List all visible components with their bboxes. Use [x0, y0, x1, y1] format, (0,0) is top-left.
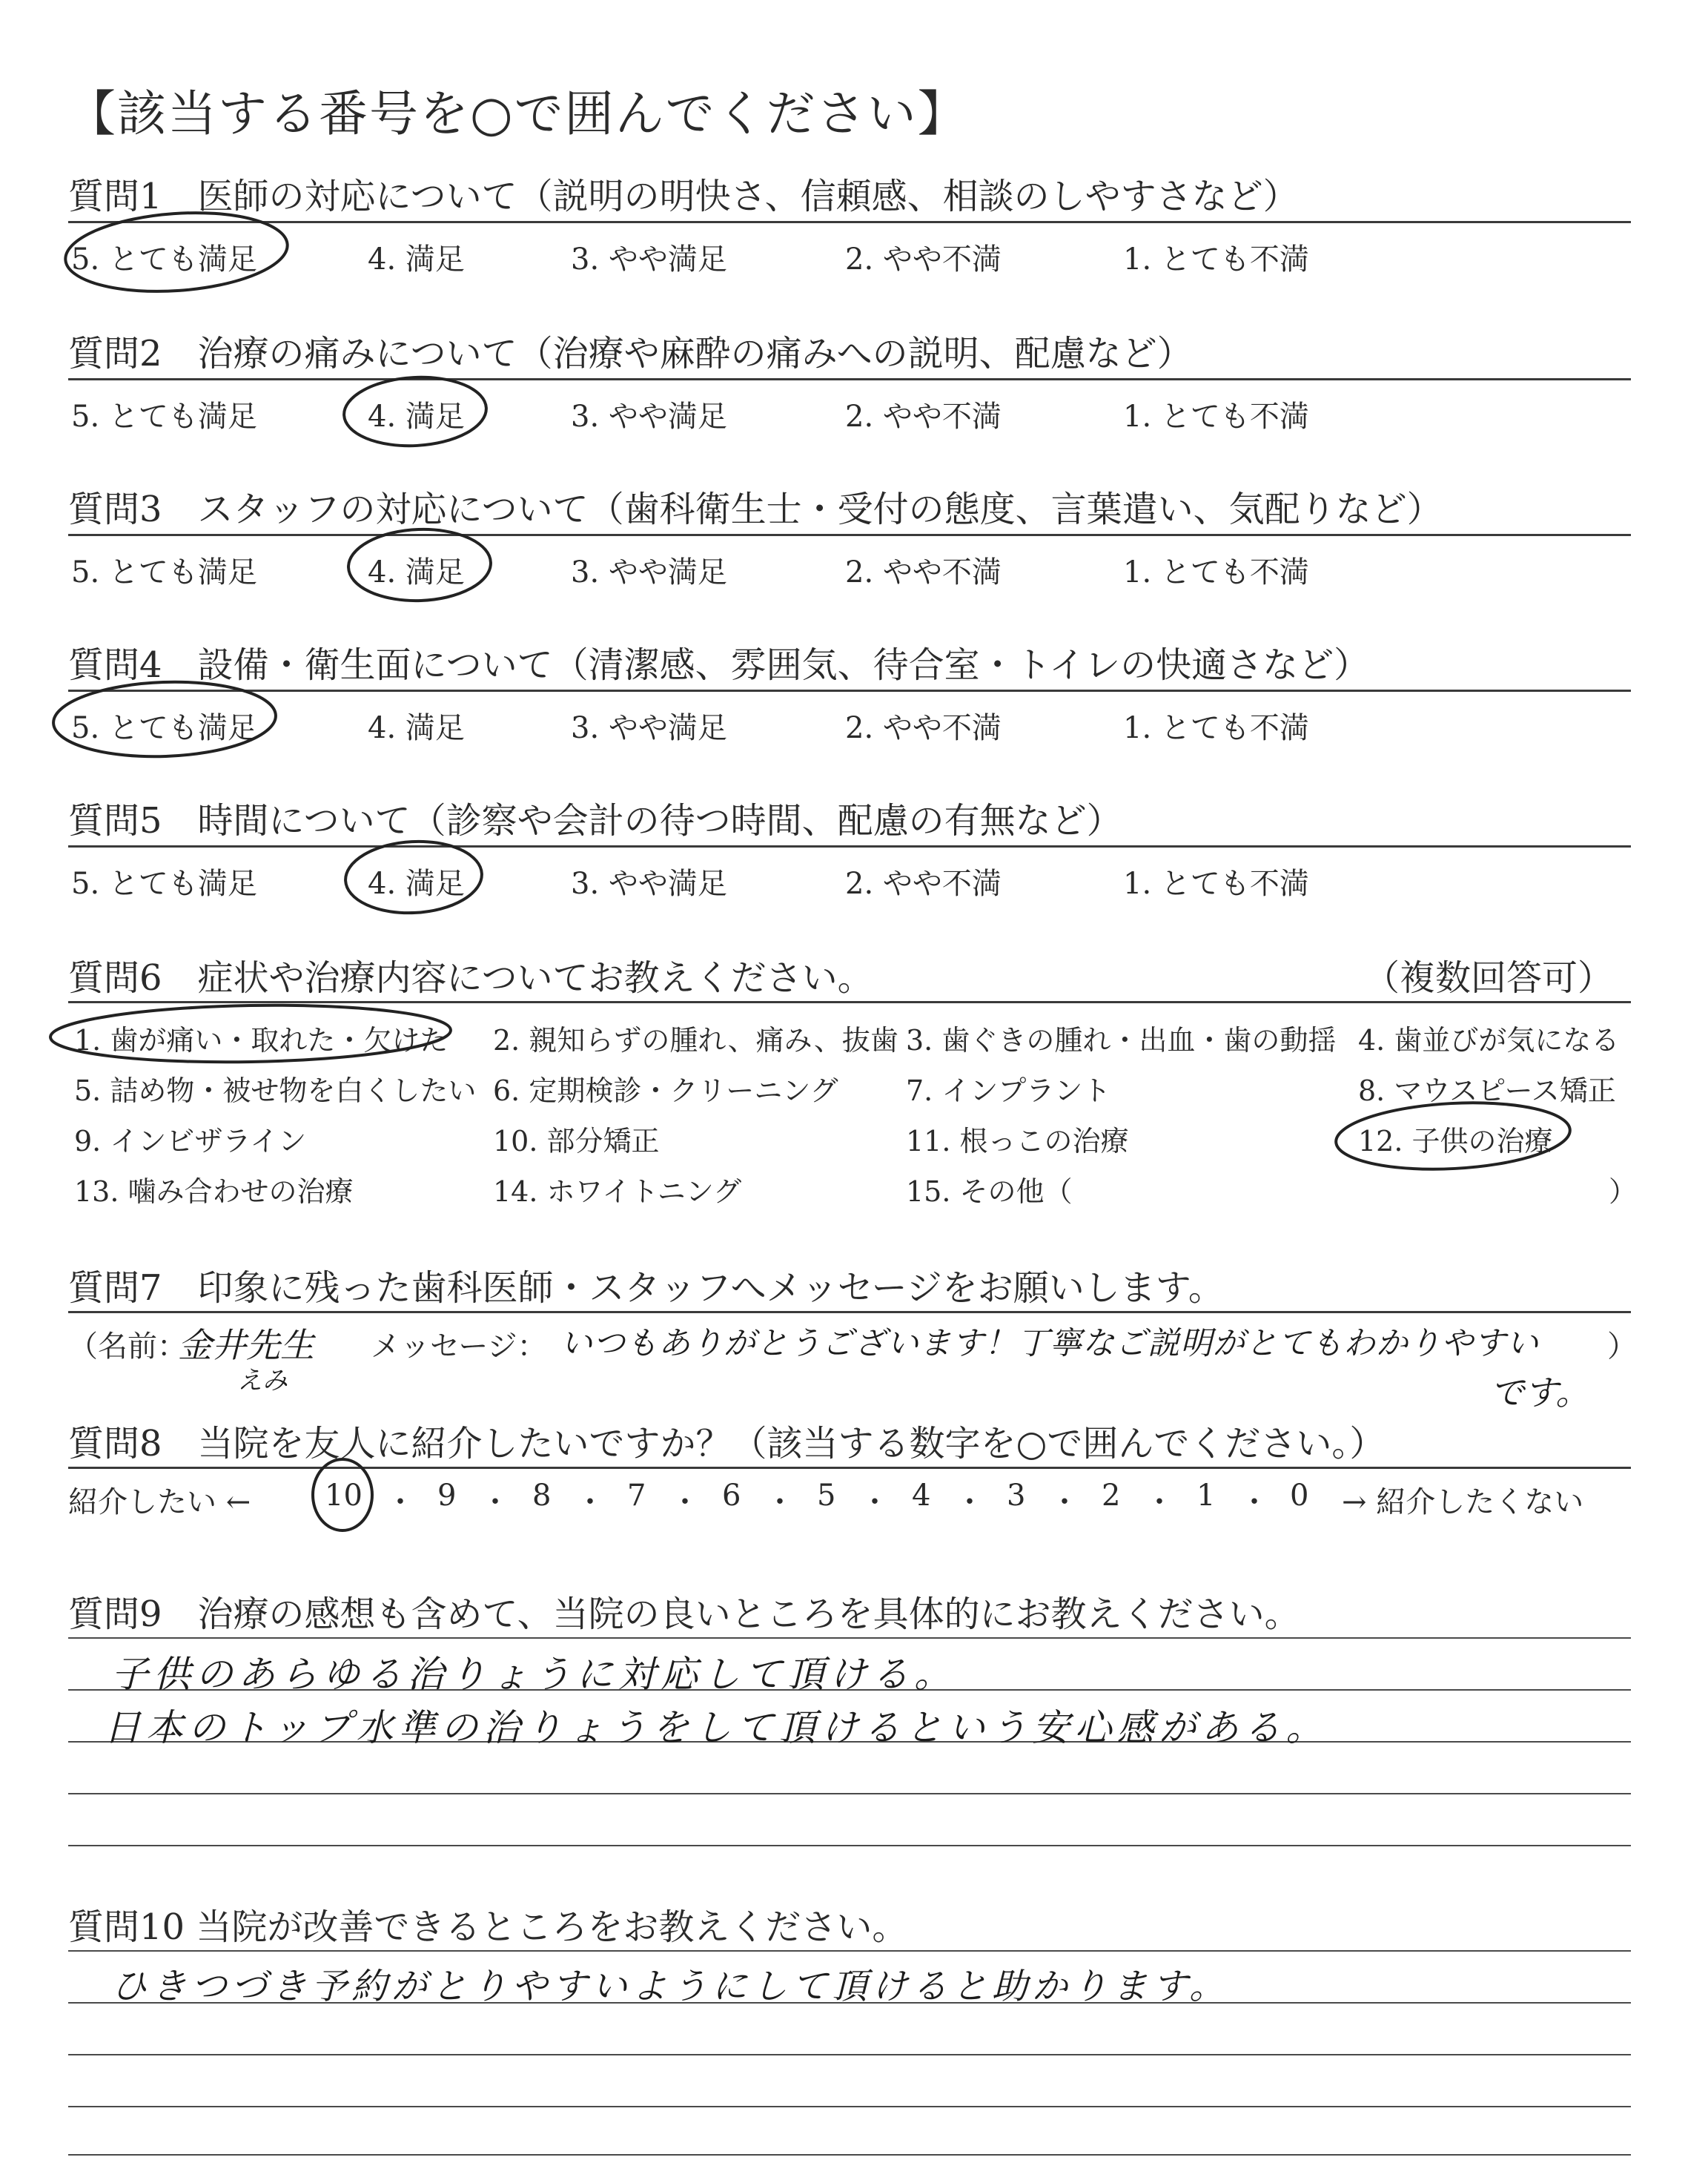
q2-option-4[interactable]: 4. 満足 [368, 400, 465, 434]
q8-dot: ・ [575, 1485, 605, 1519]
q8-heading: 質問8 当院を友人に紹介したいですか？（該当する数字を○で囲んでください。） [68, 1423, 1386, 1464]
q10-rule-1 [68, 1950, 1631, 1952]
q3-heading: 質問3 スタッフの対応について（歯科衛生士・受付の態度、言葉遣い、気配りなど） [68, 489, 1443, 530]
q9-heading: 質問9 治療の感想も含めて、当院の良いところを具体的にお教えください。 [68, 1593, 1300, 1635]
q8-dot: ・ [1145, 1485, 1174, 1519]
q8-score-5[interactable]: 5 [817, 1479, 836, 1513]
q7-name-sub[interactable]: えみ [237, 1366, 288, 1396]
q4-rule [68, 690, 1631, 692]
q1-option-2[interactable]: 2. やや不満 [845, 242, 1002, 277]
q5-option-5[interactable]: 5. とても満足 [71, 867, 257, 901]
q6-item-12[interactable]: 12. 子供の治療 [1358, 1125, 1553, 1157]
q5-rule [68, 845, 1631, 848]
q8-dot: ・ [385, 1485, 415, 1519]
q1-option-3[interactable]: 3. やや満足 [571, 242, 727, 277]
q1-heading: 質問1 医師の対応について（説明の明快さ、信頼感、相談のしやすさなど） [68, 176, 1299, 217]
q8-score-3[interactable]: 3 [1007, 1479, 1026, 1513]
q8-dot: ・ [955, 1485, 984, 1519]
q7-heading: 質問7 印象に残った歯科医師・スタッフへメッセージをお願いします。 [68, 1267, 1224, 1309]
q7-name-value[interactable]: 金井先生 [178, 1325, 314, 1365]
q7-message-line1[interactable]: いつもありがとうございます！丁寧なご説明がとてもわかりやすい [560, 1325, 1539, 1362]
q4-option-5[interactable]: 5. とても満足 [71, 711, 257, 745]
q4-option-1[interactable]: 1. とても不満 [1123, 711, 1309, 745]
q4-option-2[interactable]: 2. やや不満 [845, 711, 1002, 745]
q1-option-4[interactable]: 4. 満足 [368, 242, 465, 277]
q3-option-1[interactable]: 1. とても不満 [1123, 555, 1309, 589]
q8-left-label: 紹介したい ← [68, 1485, 251, 1519]
q7-close-paren: ） [1607, 1330, 1637, 1364]
q5-option-2[interactable]: 2. やや不満 [845, 867, 1002, 901]
q3-option-5[interactable]: 5. とても満足 [71, 555, 257, 589]
q10-heading: 質問10 当院が改善できるところをお教えください。 [68, 1906, 908, 1948]
q6-item-9[interactable]: 9. インビザライン [74, 1125, 307, 1157]
q8-score-0[interactable]: 0 [1290, 1479, 1309, 1513]
q6-item-3[interactable]: 3. 歯ぐきの腫れ・出血・歯の動揺 [906, 1024, 1337, 1057]
q1-rule [68, 221, 1631, 223]
q2-option-1[interactable]: 1. とても不満 [1123, 400, 1309, 434]
q8-dot: ・ [860, 1485, 890, 1519]
q8-dot: ・ [480, 1485, 510, 1519]
q6-item-14[interactable]: 14. ホワイトニング [493, 1175, 742, 1208]
q6-item-13[interactable]: 13. 噛み合わせの治療 [74, 1175, 354, 1208]
q1-option-5[interactable]: 5. とても満足 [71, 242, 257, 277]
q2-option-5[interactable]: 5. とても満足 [71, 400, 257, 434]
q8-dot: ・ [1050, 1485, 1079, 1519]
q8-dot: ・ [765, 1485, 795, 1519]
q6-item-7[interactable]: 7. インプラント [906, 1074, 1111, 1107]
q5-heading: 質問5 時間について（診察や会計の待つ時間、配慮の有無など） [68, 800, 1122, 842]
q2-option-3[interactable]: 3. やや満足 [571, 400, 727, 434]
q10-rule-4 [68, 2106, 1631, 2107]
q7-rule [68, 1311, 1631, 1313]
q8-score-4[interactable]: 4 [912, 1479, 931, 1513]
q6-item-2[interactable]: 2. 親知らずの腫れ、痛み、抜歯 [493, 1024, 898, 1057]
q7-message-line2[interactable]: です。 [1490, 1373, 1590, 1413]
q6-item-6[interactable]: 6. 定期検診・クリーニング [493, 1074, 838, 1107]
q2-option-2[interactable]: 2. やや不満 [845, 400, 1002, 434]
q3-option-2[interactable]: 2. やや不満 [845, 555, 1002, 589]
q3-option-3[interactable]: 3. やや満足 [571, 555, 727, 589]
q10-rule-3 [68, 2054, 1631, 2055]
q6-rule [68, 1001, 1631, 1003]
q9-answer-line1[interactable]: 子供のあらゆる治りょうに対応して頂ける。 [111, 1653, 956, 1696]
q2-rule [68, 378, 1631, 380]
q5-option-4[interactable]: 4. 満足 [368, 867, 465, 901]
q9-rule-1 [68, 1637, 1631, 1639]
q6-other-close: ） [1609, 1175, 1638, 1208]
q7-message-label: メッセージ： [371, 1330, 547, 1364]
q8-rule [68, 1467, 1631, 1469]
q4-option-4[interactable]: 4. 満足 [368, 711, 465, 745]
q3-rule [68, 534, 1631, 536]
q6-item-15[interactable]: 15. その他（ [906, 1175, 1073, 1208]
q6-heading: 質問6 症状や治療内容についてお教えください。 [68, 957, 873, 999]
q2-heading: 質問2 治療の痛みについて（治療や麻酔の痛みへの説明、配慮など） [68, 333, 1193, 374]
q6-item-4[interactable]: 4. 歯並びが気になる [1358, 1024, 1620, 1057]
q5-option-3[interactable]: 3. やや満足 [571, 867, 727, 901]
q8-score-2[interactable]: 2 [1102, 1479, 1121, 1513]
q9-rule-5 [68, 1845, 1631, 1846]
q3-option-4[interactable]: 4. 満足 [368, 555, 465, 589]
q8-score-1[interactable]: 1 [1196, 1479, 1216, 1513]
q5-option-1[interactable]: 1. とても不満 [1123, 867, 1309, 901]
q6-item-10[interactable]: 10. 部分矯正 [493, 1125, 660, 1157]
q8-score-8[interactable]: 8 [532, 1479, 552, 1513]
q8-right-label: → 紹介したくない [1342, 1485, 1584, 1519]
q8-score-10[interactable]: 10 [325, 1479, 363, 1513]
q4-option-3[interactable]: 3. やや満足 [571, 711, 727, 745]
q8-score-6[interactable]: 6 [722, 1479, 741, 1513]
q1-option-1[interactable]: 1. とても不満 [1123, 242, 1309, 277]
q10-rule-5 [68, 2154, 1631, 2156]
q6-item-1[interactable]: 1. 歯が痛い・取れた・欠けた [74, 1024, 448, 1057]
q8-dot: ・ [670, 1485, 700, 1519]
q8-dot: ・ [1239, 1485, 1269, 1519]
q6-item-5[interactable]: 5. 詰め物・被せ物を白くしたい [74, 1074, 477, 1107]
q8-score-7[interactable]: 7 [627, 1479, 646, 1513]
q4-heading: 質問4 設備・衛生面について（清潔感、雰囲気、待合室・トイレの快適さなど） [68, 644, 1370, 686]
page-title: 【該当する番号を○で囲んでください】 [67, 85, 968, 142]
q8-score-9[interactable]: 9 [437, 1479, 457, 1513]
q10-answer-line1[interactable]: ひきつづき予約がとりやすいようにして頂けると助かります。 [111, 1966, 1230, 2007]
q6-item-8[interactable]: 8. マウスピース矯正 [1358, 1074, 1616, 1107]
q9-answer-line2[interactable]: 日本のトップ水準の治りょうをして頂けるという安心感がある。 [104, 1706, 1328, 1749]
q6-item-11[interactable]: 11. 根っこの治療 [906, 1125, 1129, 1157]
q7-name-label: （名前： [68, 1330, 187, 1364]
q6-multiple-note: （複数回答可） [1364, 957, 1614, 999]
q9-rule-4 [68, 1793, 1631, 1794]
